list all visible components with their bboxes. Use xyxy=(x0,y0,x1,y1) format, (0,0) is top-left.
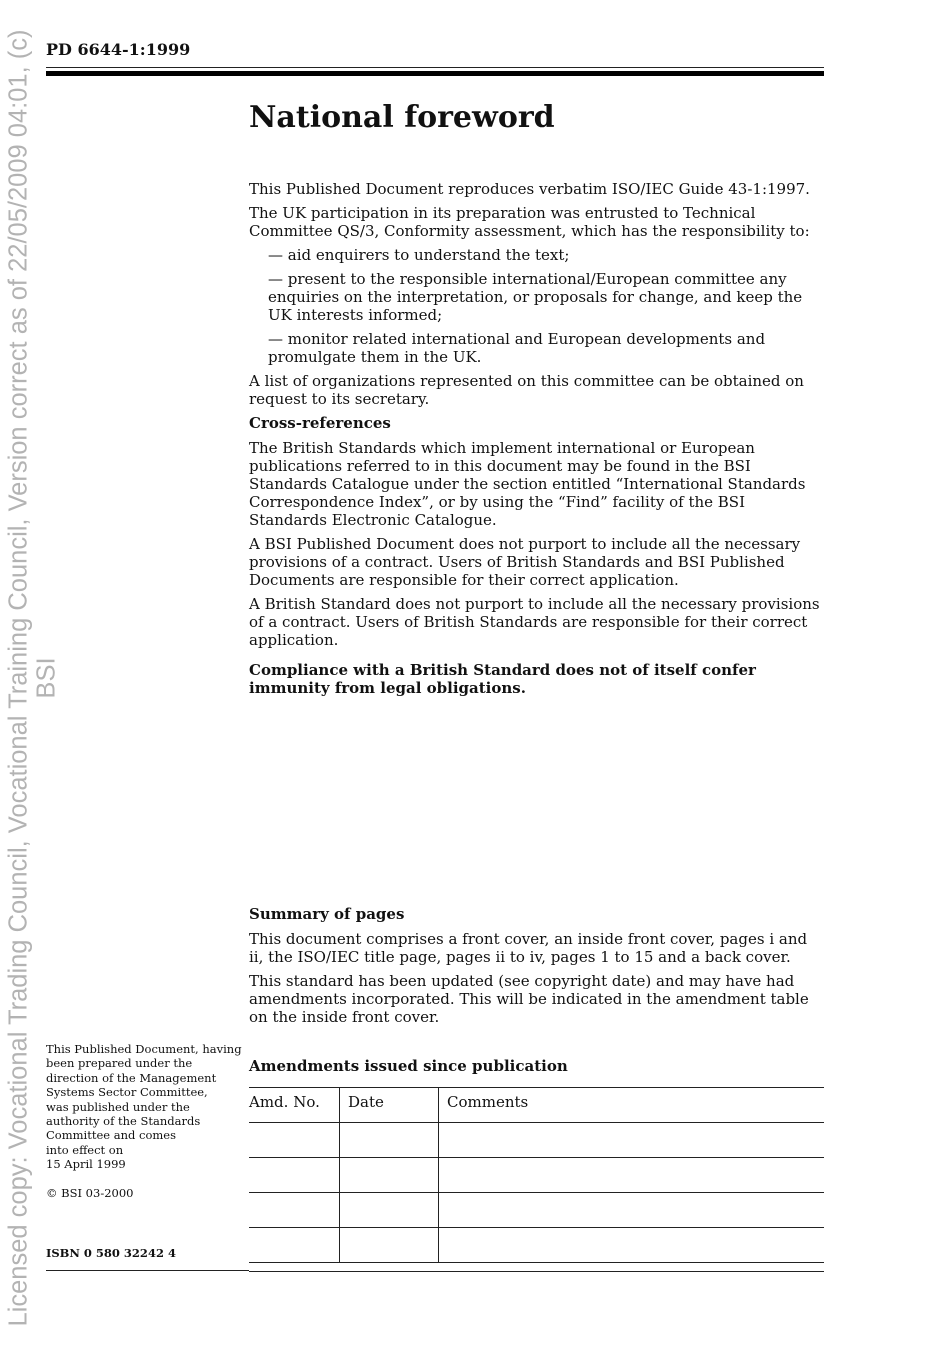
sidebar-line: Committee and comes xyxy=(46,1128,176,1143)
table-cell xyxy=(340,1228,439,1263)
responsibility-item: — present to the responsible international/European committee any enquiries on the interpretation, or proposals for change, and keep the UK interests informed; xyxy=(268,270,803,324)
column-header-amd-no: Amd. No. xyxy=(249,1088,340,1123)
publication-sidebar xyxy=(46,1042,251,1200)
document-id: PD 6644-1:1999 xyxy=(46,40,191,59)
summary-heading: Summary of pages xyxy=(249,905,405,923)
sidebar-line: into effect on xyxy=(46,1142,124,1157)
foreword-committee: The UK participation in its preparation was entrusted to Technical Committee QS/3, Conformity assessment, which has the responsibility to: xyxy=(249,204,810,240)
header-thin-rule xyxy=(46,67,824,68)
table-cell xyxy=(439,1193,825,1228)
sidebar-line: authority of the Standards xyxy=(46,1114,201,1129)
page-title: National foreword xyxy=(249,100,555,135)
table-cell xyxy=(340,1123,439,1158)
responsibility-item: — monitor related international and European developments and promulgate them in the UK. xyxy=(268,330,766,366)
table-cell xyxy=(249,1193,340,1228)
amendments-title: Amendments issued since publication xyxy=(249,1057,568,1075)
foreword-intro: This Published Document reproduces verbatim ISO/IEC Guide 43-1:1997. xyxy=(249,180,810,198)
table-header-row xyxy=(249,1088,824,1123)
license-watermark: Licensed copy: Vocational Trading Council, Vocational Training Council, Version correct as of 22/05/2009 04:01, (c) BSI xyxy=(4,29,61,1327)
sidebar-line: been prepared under the xyxy=(46,1056,193,1071)
summary-updates: This standard has been updated (see copyright date) and may have had amendments incorporated. This will be indicated in the amendment table on the inside front cover. xyxy=(249,972,809,1026)
copyright-notice: © BSI 03-2000 xyxy=(46,1185,134,1200)
column-header-date: Date xyxy=(340,1088,439,1123)
footer-rule-right xyxy=(249,1271,824,1272)
table-cell xyxy=(340,1193,439,1228)
table-cell xyxy=(249,1228,340,1263)
amendments-table xyxy=(249,1087,824,1263)
isbn: ISBN 0 580 32242 4 xyxy=(46,1246,176,1260)
contract-note-bs: A British Standard does not purport to include all the necessary provisions of a contract. Users of British Standards are responsible for their correct application. xyxy=(249,595,820,649)
crossref-text: The British Standards which implement international or European publications referred to in this document may be found in the BSI Standards Catalogue under the section entitled “International Standards Correspondence Index”, or by using the “Find” facility of the BSI Standards Electronic Catalogue. xyxy=(249,439,806,529)
sidebar-line: Systems Sector Committee, xyxy=(46,1085,208,1100)
table-cell xyxy=(249,1123,340,1158)
effective-date: 15 April 1999 xyxy=(46,1157,126,1172)
footer-rule-left xyxy=(46,1270,249,1271)
table-cell xyxy=(249,1158,340,1193)
foreword-body xyxy=(249,180,825,697)
summary-section xyxy=(249,905,825,1032)
table-row xyxy=(249,1193,824,1228)
table-cell xyxy=(439,1123,825,1158)
contract-note-pd: A BSI Published Document does not purport to include all the necessary provisions of a contract. Users of British Standards and BSI Published Documents are responsible for their correct application. xyxy=(249,535,801,589)
compliance-statement: Compliance with a British Standard does not of itself confer immunity from legal obligations. xyxy=(249,661,756,697)
table-cell xyxy=(340,1158,439,1193)
organizations-note: A list of organizations represented on this committee can be obtained on request to its secretary. xyxy=(249,372,804,408)
table-row xyxy=(249,1158,824,1193)
table-cell xyxy=(439,1228,825,1263)
sidebar-line: This Published Document, having xyxy=(46,1042,242,1056)
sidebar-line: was published under the xyxy=(46,1099,190,1114)
responsibility-item: — aid enquirers to understand the text; xyxy=(268,246,570,264)
column-header-comments: Comments xyxy=(439,1088,825,1123)
crossref-heading: Cross-references xyxy=(249,414,391,432)
summary-pages: This document comprises a front cover, an inside front cover, pages i and ii, the ISO/IEC title page, pages ii to iv, pages 1 to 15 and a back cover. xyxy=(249,930,808,966)
sidebar-line: direction of the Management xyxy=(46,1070,217,1085)
table-row xyxy=(249,1228,824,1263)
table-row xyxy=(249,1123,824,1158)
table-cell xyxy=(439,1158,825,1193)
header-thick-rule xyxy=(46,71,824,76)
